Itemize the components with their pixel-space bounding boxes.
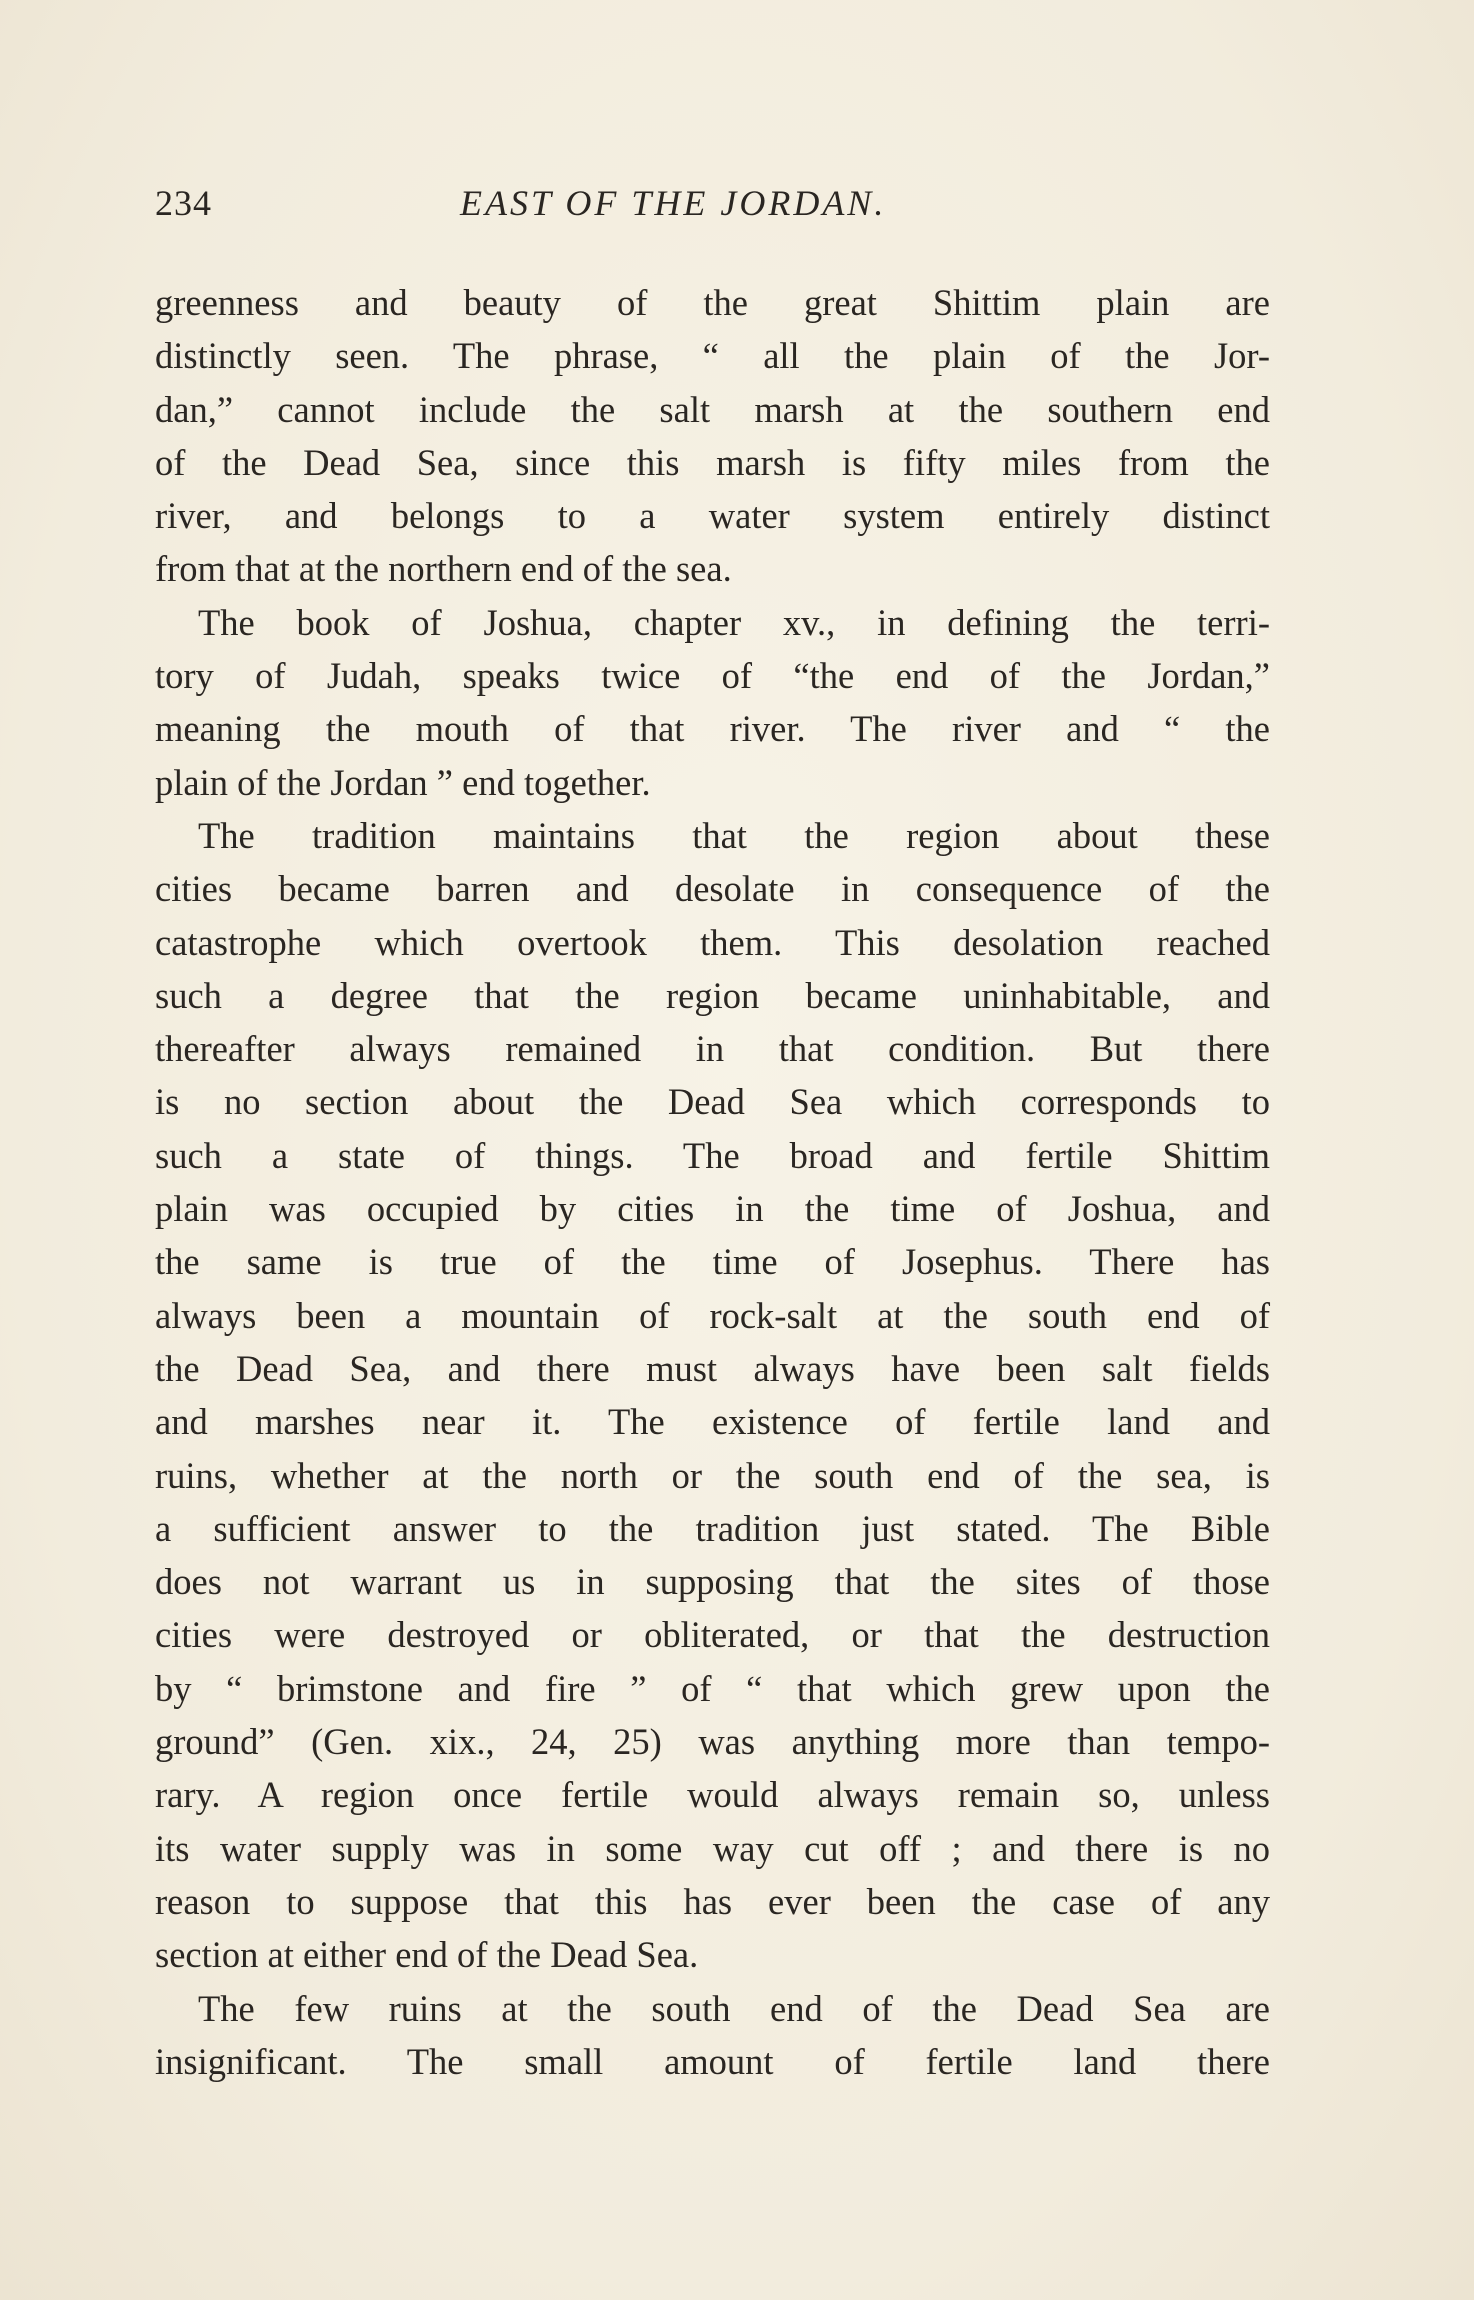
text-line: dan,” cannot include the salt marsh at the southern end: [155, 388, 1270, 430]
text-line: cities became barren and desolate in consequence of the: [155, 868, 1270, 910]
text-line: reason to suppose that this has ever been the case of any: [155, 1880, 1270, 1922]
text-line: distinctly seen. The phrase, “ all the plain of the Jor-: [155, 335, 1270, 377]
page-number: 234: [155, 183, 212, 223]
text-line: ground” (Gen. xix., 24, 25) was anything more than tempo-: [155, 1721, 1270, 1763]
text-line: greenness and beauty of the great Shittim plain are: [155, 282, 1270, 323]
text-line: The few ruins at the south end of the Dead Sea are: [198, 1987, 1270, 2029]
text-line: plain was occupied by cities in the time of Joshua, and: [155, 1188, 1270, 1230]
text-line: cities were destroyed or obliterated, or that the destruction: [155, 1614, 1270, 1656]
text-line: The tradition maintains that the region about these: [198, 814, 1270, 856]
text-line: a sufficient answer to the tradition just stated. The Bible: [155, 1507, 1270, 1549]
text-line: rary. A region once fertile would always remain so, unless: [155, 1774, 1270, 1816]
text-line: from that at the northern end of the sea.: [155, 548, 732, 590]
text-line: insignificant. The small amount of fertile land there: [155, 2040, 1270, 2082]
body-text: [155, 276, 1270, 2088]
running-title: EAST OF THE JORDAN.: [460, 183, 887, 223]
text-line: section at either end of the Dead Sea.: [155, 1934, 699, 1976]
text-line: such a degree that the region became uninhabitable, and: [155, 974, 1270, 1016]
text-line: its water supply was in some way cut off ; and there is no: [155, 1827, 1270, 1869]
text-line: of the Dead Sea, since this marsh is fifty miles from the: [155, 441, 1270, 483]
text-line: river, and belongs to a water system entirely distinct: [155, 495, 1270, 537]
text-line: is no section about the Dead Sea which corresponds to: [155, 1081, 1270, 1123]
text-line: plain of the Jordan ” end together.: [155, 761, 651, 803]
text-line: such a state of things. The broad and fertile Shittim: [155, 1134, 1270, 1176]
text-line: the same is true of the time of Josephus. There has: [155, 1241, 1270, 1283]
text-line: the Dead Sea, and there must always have been salt fields: [155, 1347, 1270, 1389]
text-line: The book of Joshua, chapter xv., in defining the terri-: [198, 601, 1270, 643]
text-line: catastrophe which overtook them. This desolation reached: [155, 921, 1270, 963]
running-head: [155, 182, 1275, 242]
text-line: meaning the mouth of that river. The river and “ the: [155, 708, 1270, 750]
text-line: and marshes near it. The existence of fertile land and: [155, 1401, 1270, 1443]
text-line: tory of Judah, speaks twice of “the end of the Jordan,”: [155, 655, 1270, 697]
text-line: by “ brimstone and fire ” of “ that which grew upon the: [155, 1667, 1270, 1709]
text-line: thereafter always remained in that condition. But there: [155, 1028, 1270, 1070]
text-line: ruins, whether at the north or the south end of the sea, is: [155, 1454, 1270, 1496]
text-line: does not warrant us in supposing that the sites of those: [155, 1561, 1270, 1603]
text-line: always been a mountain of rock-salt at the south end of: [155, 1294, 1270, 1336]
